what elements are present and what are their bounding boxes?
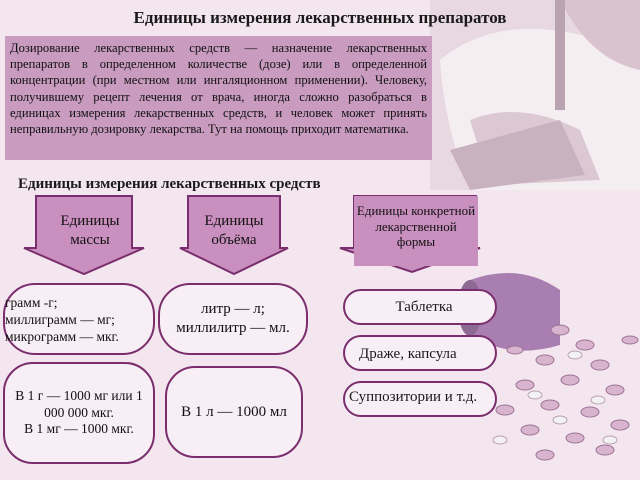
form-dragee-capsule: [343, 335, 497, 371]
category-mass: Единицы массы: [60, 213, 120, 248]
category-volume: Единицы объёма: [204, 213, 264, 248]
volume-unit-liter: литр — л;: [201, 301, 265, 317]
mass-conversion-milligram: В 1 мг — 1000 мкг.: [24, 421, 134, 437]
volume-unit-milliliter: миллилитр — мл.: [176, 320, 290, 336]
volume-conversion-text: В 1 л — 1000 мл: [181, 403, 287, 420]
form-tablet: [343, 289, 497, 325]
form-suppository-label: Суппозитории и т.д.: [349, 389, 478, 405]
volume-conversion-oval: [165, 366, 303, 458]
form-tablet-label: Таблетка: [395, 299, 453, 315]
page-title: Единицы измерения лекарственных препаратов: [133, 8, 507, 27]
intro-text-box: Дозирование лекарственных средств — назначение лекарственных препаратов в определенном количестве (дозе) или в определенной концентрации (при местном или ингаляционном применении). Человеку, получившему рецепт лечения от врача, иногда сложно разобраться в единицах измерения лекарственных средств, и человек может принять неправильную дозировку лекарства. Тут на помощь приходит математика.: [5, 36, 432, 160]
section-subtitle: Единицы измерения лекарственных средств: [18, 176, 321, 192]
mass-unit-microgram: микрограмм — мкг.: [5, 328, 119, 344]
mass-units-oval: [3, 283, 155, 355]
mass-conversion-gram: В 1 г — 1000 мг или 1 000 000 мкг.: [15, 388, 143, 420]
mass-unit-milligram: миллиграмм — мг;: [5, 311, 115, 327]
mass-unit-gram: грамм -г;: [5, 294, 58, 310]
mass-conversion-oval: [3, 362, 155, 464]
category-form: Единицы конкретной лекарственной формы: [356, 203, 476, 249]
form-dragee-capsule-label: Драже, капсула: [359, 346, 457, 362]
form-suppository: [343, 381, 497, 417]
volume-units-oval: [158, 283, 308, 355]
